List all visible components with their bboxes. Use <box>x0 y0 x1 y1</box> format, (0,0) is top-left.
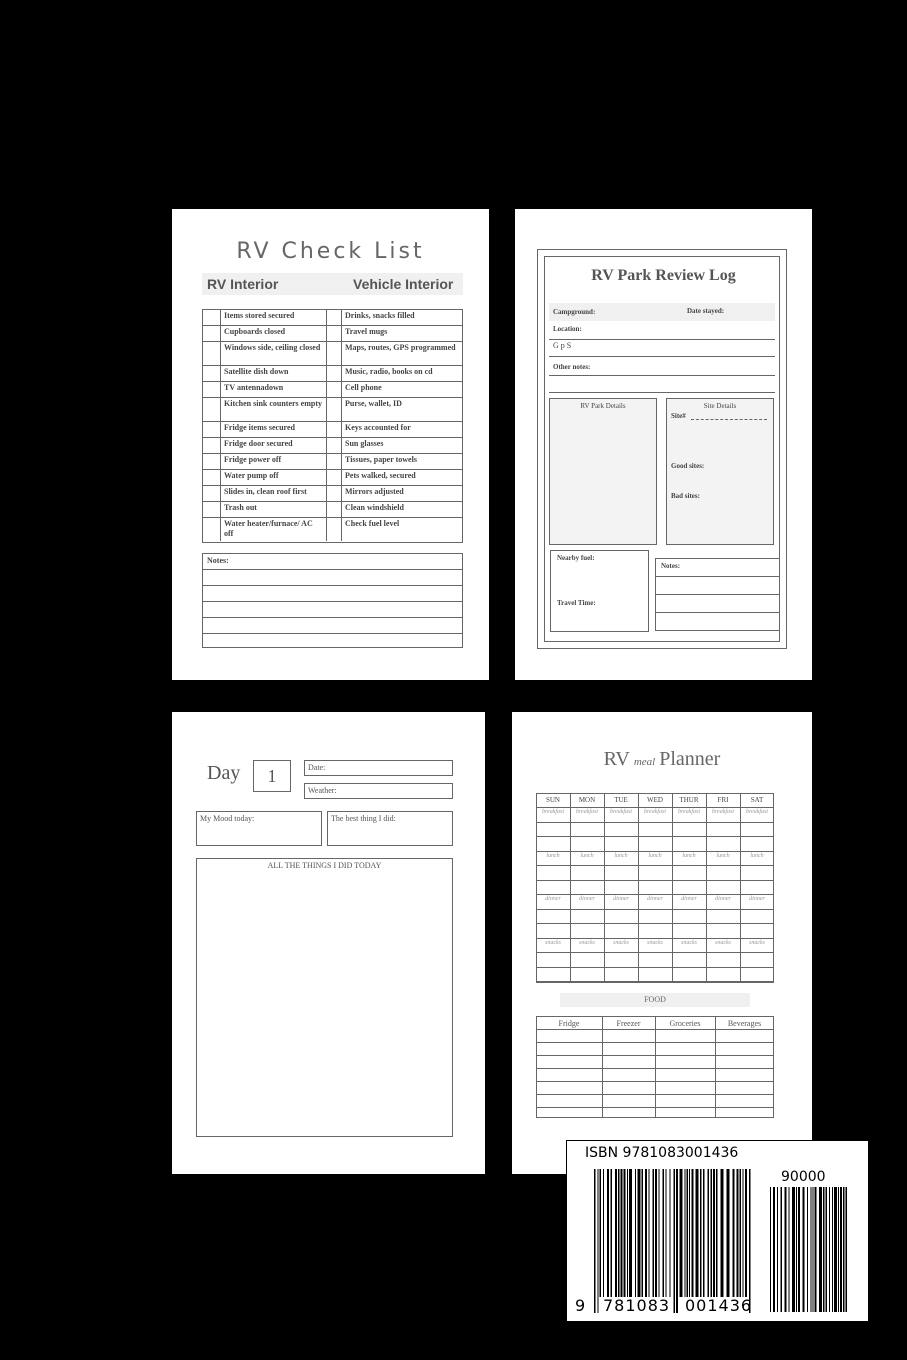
meal-cell-label: snacks <box>749 939 765 946</box>
things-box <box>196 858 453 1137</box>
site-details-label: Site Details <box>703 402 737 410</box>
checklist-row-divider <box>202 365 463 366</box>
checklist-notes-line <box>202 601 463 602</box>
barcode-bar <box>721 1169 724 1297</box>
barcode-bar <box>832 1187 833 1312</box>
checklist-item-vehicle: Travel mugs <box>345 327 388 336</box>
meal-cell-label: snacks <box>647 939 663 946</box>
fuel-travel-box <box>550 550 649 632</box>
food-row-line <box>536 1055 774 1056</box>
barcode-bar <box>789 1187 790 1312</box>
site-number-line <box>691 419 767 420</box>
barcode-bar <box>815 1187 817 1312</box>
barcode-bar <box>645 1169 647 1297</box>
checklist-item-interior: Slides in, clean roof first <box>224 487 307 496</box>
checklist-item-interior: Cupboards closed <box>224 327 286 336</box>
barcode-bar <box>624 1169 626 1297</box>
checklist-row-divider <box>202 469 463 470</box>
barcode-bar <box>792 1187 795 1312</box>
checklist-item-vehicle: Cell phone <box>345 383 382 392</box>
barcode-bar <box>773 1187 775 1312</box>
park-details-label: RV Park Details <box>580 402 626 410</box>
meal-cell-label: lunch <box>648 852 662 859</box>
checklist-item-vehicle: Drinks, snacks filled <box>345 311 415 320</box>
meal-cell-label: lunch <box>716 852 730 859</box>
checklist-item-vehicle: Mirrors adjusted <box>345 487 404 496</box>
checklist-notes-line <box>202 633 463 634</box>
barcode-bar <box>823 1187 825 1312</box>
barcode-bar <box>615 1169 617 1297</box>
checklist-item-interior: Fridge items secured <box>224 423 295 432</box>
checklist-notes-line <box>202 585 463 586</box>
site-details-box <box>666 398 774 545</box>
meal-cell-label: breakfast <box>745 809 769 815</box>
review-notes-line <box>655 576 780 577</box>
best-thing-label: The best thing I did: <box>331 814 396 823</box>
barcode-bar <box>655 1169 657 1297</box>
checklist-item-vehicle: Tissues, paper towels <box>345 455 417 464</box>
meal-cell-label: snacks <box>681 939 697 946</box>
food-row-line <box>536 1107 774 1108</box>
checklist-item-vehicle: Pets walked, secured <box>345 471 416 480</box>
checklist-row-divider <box>202 421 463 422</box>
barcode-bar <box>676 1169 678 1313</box>
checklist-row-divider <box>202 485 463 486</box>
rv-interior-heading: RV Interior <box>207 276 279 292</box>
things-heading: ALL THE THINGS I DID TODAY <box>267 861 382 870</box>
price-addon: 90000 <box>781 1169 826 1185</box>
other-notes-line-1 <box>549 375 775 376</box>
review-title: RV Park Review Log <box>591 267 736 284</box>
gps-label: G p S <box>553 341 572 350</box>
meal-day-header: TUE <box>614 796 628 804</box>
food-row-line <box>536 1068 774 1069</box>
barcode-bar <box>708 1169 710 1297</box>
checklist-row-divider <box>202 381 463 382</box>
review-notes-line <box>655 594 780 595</box>
checklist-subheader <box>202 273 463 295</box>
food-heading: FOOD <box>560 993 750 1007</box>
barcode-bar <box>621 1169 623 1297</box>
checklist-item-vehicle: Clean windshield <box>345 503 404 512</box>
meal-cell-label: breakfast <box>609 809 633 815</box>
barcode-bar <box>829 1187 830 1312</box>
barcode-bar <box>692 1169 694 1297</box>
barcode-bar <box>611 1169 613 1297</box>
barcode-bar <box>627 1169 628 1297</box>
meal-cell-label: snacks <box>579 939 595 946</box>
checklist-notes-line <box>202 569 463 570</box>
barcode-bar <box>603 1169 604 1297</box>
barcode-bar <box>745 1169 747 1297</box>
meal-cell-label: breakfast <box>643 809 667 815</box>
barcode-bar <box>807 1187 808 1312</box>
title-rv: RV <box>603 748 630 770</box>
barcode-bar <box>711 1169 713 1297</box>
barcode-bar <box>659 1169 660 1297</box>
meal-grid-row-line <box>536 981 774 982</box>
barcode-bar <box>834 1187 837 1312</box>
barcode-bar <box>843 1187 845 1312</box>
vehicle-interior-heading: Vehicle Interior <box>353 276 454 292</box>
barcode-bar <box>680 1169 683 1297</box>
mood-label: My Mood today: <box>200 814 255 823</box>
location-label: Location: <box>553 325 582 333</box>
checklist-item-interior: Water pump off <box>224 471 279 480</box>
barcode-bar <box>629 1169 632 1297</box>
barcode-bar <box>777 1187 778 1312</box>
meal-cell-label: lunch <box>546 852 560 859</box>
checklist-page <box>172 209 489 680</box>
meal-cell-label: breakfast <box>541 809 565 815</box>
food-col-line <box>715 1016 716 1118</box>
barcode-bar <box>670 1169 671 1297</box>
barcode-bar <box>700 1169 702 1297</box>
checklist-row-divider <box>202 517 463 518</box>
checklist-title: RV Check List <box>236 239 425 264</box>
location-line <box>549 339 775 340</box>
meal-day-header: THUR <box>679 796 699 804</box>
barcode-bar <box>796 1187 797 1312</box>
nearby-fuel-label: Nearby fuel: <box>557 554 595 562</box>
barcode-bar <box>598 1169 599 1313</box>
checklist-item-vehicle: Sun glasses <box>345 439 384 448</box>
barcode-bar <box>703 1169 705 1297</box>
barcode-bar <box>743 1169 744 1297</box>
barcode-bar <box>607 1169 609 1297</box>
barcode-bar <box>733 1169 735 1297</box>
checklist-row-divider <box>202 341 463 342</box>
barcode-bar <box>716 1169 718 1297</box>
meal-cell-label: dinner <box>545 896 561 902</box>
other-notes-line-2 <box>549 392 775 393</box>
barcode-bar <box>838 1187 839 1312</box>
checklist-item-interior: Fridge door secured <box>224 439 293 448</box>
barcode-bar <box>635 1169 636 1297</box>
barcode-bar <box>819 1187 822 1312</box>
barcode-bar <box>840 1187 842 1312</box>
bad-sites-label: Bad sites: <box>671 492 700 500</box>
barcode-digits-left: 781083 <box>603 1296 671 1315</box>
travel-time-label: Travel Time: <box>557 599 596 607</box>
checklist-notes-label: Notes: <box>207 556 229 565</box>
meal-cell-label: lunch <box>614 852 628 859</box>
barcode-bar <box>803 1187 805 1312</box>
food-row-line <box>536 1029 774 1030</box>
food-col-line <box>655 1016 656 1118</box>
date-field <box>304 760 453 776</box>
meal-cell-label: breakfast <box>575 809 599 815</box>
barcode-bar <box>826 1187 828 1312</box>
food-row-line <box>536 1094 774 1095</box>
meal-cell-label: breakfast <box>711 809 735 815</box>
checklist-item-interior: Windows side, ceiling closed <box>224 343 321 352</box>
barcode-bar <box>642 1169 644 1297</box>
gps-line <box>549 356 775 357</box>
checklist-item-interior: TV antennadown <box>224 383 284 392</box>
food-column-header: Beverages <box>727 1019 762 1028</box>
day-label: Day <box>207 762 241 784</box>
review-notes-label: Notes: <box>661 562 681 570</box>
barcode-bar <box>813 1187 814 1312</box>
barcode-bar <box>685 1169 686 1297</box>
meal-grid-row-line <box>536 909 774 910</box>
barcode-bar <box>674 1169 676 1313</box>
title-planner: Planner <box>659 748 721 770</box>
journal-page <box>172 712 485 1174</box>
meal-cell-label: dinner <box>681 896 697 902</box>
date-stayed-label: Date stayed: <box>687 307 725 315</box>
meal-grid-row-line <box>536 894 774 895</box>
meal-grid-row-line <box>536 865 774 866</box>
weather-label: Weather: <box>308 786 337 795</box>
checklist-item-vehicle: Maps, routes, GPS programmed <box>345 343 456 352</box>
meal-cell-label: dinner <box>579 896 595 902</box>
barcode-bar <box>811 1187 812 1312</box>
meal-cell-label: lunch <box>682 852 696 859</box>
food-row-line <box>536 1042 774 1043</box>
barcode-bar <box>696 1169 699 1297</box>
barcode-bar <box>618 1169 620 1297</box>
meal-cell-label: lunch <box>580 852 594 859</box>
title-meal: meal <box>633 756 656 768</box>
meal-grid-row-line <box>536 851 774 852</box>
site-number-label: Site# <box>671 412 686 420</box>
checklist-col-divider <box>326 309 327 541</box>
meal-grid-row-line <box>536 967 774 968</box>
barcode-bar <box>687 1169 689 1297</box>
meal-cell-label: dinner <box>749 896 765 902</box>
meal-day-header: SAT <box>750 796 764 804</box>
meal-grid-header-line <box>536 807 774 808</box>
meal-grid-row-line <box>536 952 774 953</box>
checklist-item-vehicle: Purse, wallet, ID <box>345 399 402 408</box>
barcode-bar <box>770 1187 771 1312</box>
checklist-row-divider <box>202 453 463 454</box>
checklist-item-interior: Water heater/furnace/ AC off <box>224 519 313 538</box>
meal-day-header: FRI <box>717 796 729 804</box>
checklist-col-divider <box>341 309 342 541</box>
meal-cell-label: lunch <box>750 852 764 859</box>
day-number: 1 <box>253 760 291 792</box>
meal-day-header: MON <box>578 796 596 804</box>
barcode-bar <box>798 1187 800 1312</box>
meal-cell-label: dinner <box>647 896 663 902</box>
meal-cell-label: dinner <box>613 896 629 902</box>
meal-cell-label: snacks <box>613 939 629 946</box>
meal-cell-label: dinner <box>715 896 731 902</box>
barcode-bar <box>653 1169 655 1297</box>
barcode-bar <box>638 1169 641 1297</box>
barcode-bar <box>663 1169 665 1297</box>
checklist-notes-line <box>202 617 463 618</box>
barcode-bar <box>594 1169 596 1313</box>
checklist-item-interior: Items stored secured <box>224 311 295 320</box>
meal-planner-title <box>512 748 812 771</box>
meal-grid-row-line <box>536 938 774 939</box>
checklist-col-divider <box>220 309 221 541</box>
barcode-bar <box>713 1169 715 1297</box>
other-notes-label: Other notes: <box>553 363 591 371</box>
barcode-bar <box>740 1169 742 1297</box>
checklist-item-vehicle: Keys accounted for <box>345 423 411 432</box>
meal-day-header: SUN <box>545 796 560 804</box>
barcode-bar <box>689 1169 690 1297</box>
barcode-bar <box>600 1169 602 1297</box>
barcode-bar <box>785 1187 787 1312</box>
meal-cell-label: snacks <box>545 939 561 946</box>
meal-grid-row-line <box>536 836 774 837</box>
campground-label: Campground: <box>553 308 596 316</box>
barcode-bar <box>846 1187 848 1312</box>
review-log-page <box>515 209 812 680</box>
checklist-item-interior: Kitchen sink counters empty <box>224 399 322 408</box>
checklist-row-divider <box>202 437 463 438</box>
meal-cell-label: breakfast <box>677 809 701 815</box>
barcode-bar <box>737 1169 739 1297</box>
checklist-row-divider <box>202 397 463 398</box>
date-label: Date: <box>308 763 326 772</box>
barcode-digits-right: 001436 <box>685 1296 753 1315</box>
isbn-text: ISBN 9781083001436 <box>585 1145 739 1161</box>
checklist-item-vehicle: Check fuel level <box>345 519 400 528</box>
meal-grid-row-line <box>536 822 774 823</box>
meal-grid-row-line <box>536 923 774 924</box>
checklist-item-interior: Fridge power off <box>224 455 282 464</box>
checklist-item-vehicle: Music, radio, books on cd <box>345 367 433 376</box>
park-details-box <box>549 398 657 545</box>
review-notes-line <box>655 612 780 613</box>
checklist-row-divider <box>202 325 463 326</box>
food-column-header: Fridge <box>558 1019 580 1028</box>
meal-grid-row-line <box>536 880 774 881</box>
barcode-bar <box>649 1169 650 1297</box>
food-column-header: Freezer <box>616 1019 641 1028</box>
food-col-line <box>602 1016 603 1118</box>
checklist-item-interior: Satellite dish down <box>224 367 289 376</box>
meal-planner-page <box>512 712 812 1174</box>
checklist-item-interior: Trash out <box>224 503 257 512</box>
barcode-bar <box>666 1169 667 1297</box>
food-row-line <box>536 1081 774 1082</box>
isbn-barcode <box>566 1140 869 1322</box>
meal-day-header: WED <box>647 796 663 804</box>
barcode-bar <box>727 1169 730 1297</box>
barcode-digit-first: 9 <box>575 1296 586 1315</box>
barcode-bar <box>781 1187 783 1312</box>
food-column-header: Groceries <box>669 1019 701 1028</box>
barcode-bar <box>749 1169 751 1313</box>
good-sites-label: Good sites: <box>671 462 705 470</box>
meal-cell-label: snacks <box>715 939 731 946</box>
checklist-row-divider <box>202 501 463 502</box>
